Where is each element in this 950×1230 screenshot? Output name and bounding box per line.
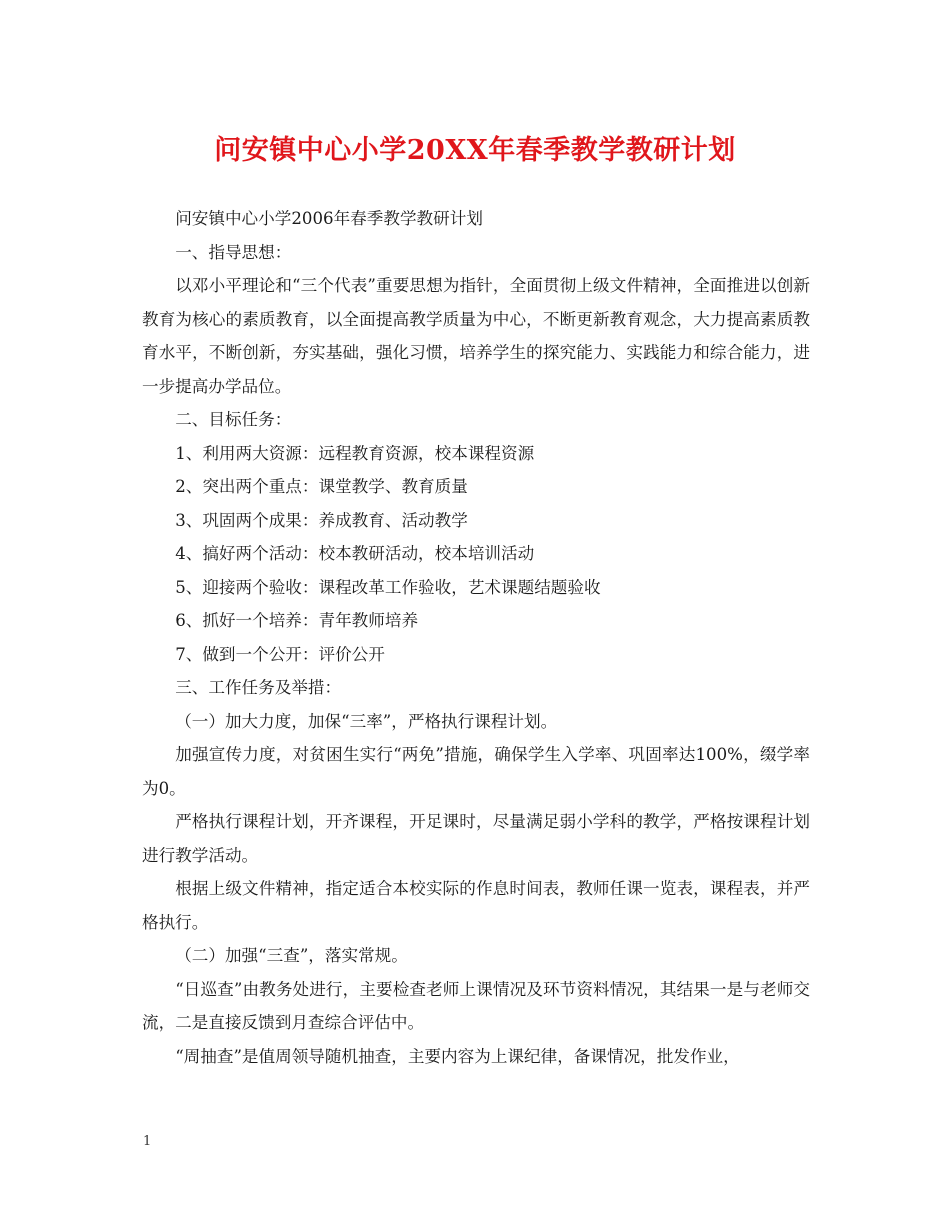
document-title: 问安镇中心小学20XX年春季教学教研计划: [214, 135, 736, 166]
list-item-goal-2: 2、突出两个重点：课堂教学、教育质量: [175, 477, 468, 496]
section-heading-goals: 二、目标任务：: [175, 410, 292, 429]
document-body: [142, 202, 810, 1073]
list-item-goal-1: 1、利用两大资源：远程教育资源，校本课程资源: [175, 443, 535, 463]
paragraph-guiding-ideology: 以邓小平理论和“三个代表”重要思想为指针，全面贯彻上级文件精神，全面推进以创新教育为核心的素质教育，以全面提高教学质量为中心，不断更新教育观念，大力提高素质教育水平，不断创新，夯实基础，强化习惯，培养学生的探究能力、实践能力和综合能力，进一步提高办学品位。: [142, 276, 810, 396]
section-heading-tasks: 三、工作任务及举措：: [175, 678, 342, 697]
list-item-goal-3: 3、巩固两个成果：养成教育、活动教学: [175, 510, 468, 530]
list-item-goal-4: 4、搞好两个活动：校本教研活动，校本培训活动: [175, 544, 535, 563]
list-item-goal-7: 7、做到一个公开：评价公开: [175, 644, 385, 664]
section-heading-guiding-ideology: 一、指导思想：: [175, 242, 292, 262]
page-number: 1: [143, 1134, 152, 1149]
paragraph-curriculum: 严格执行课程计划，开齐课程，开足课时，尽量满足弱小学科的教学，严格按课程计划进行教学活动。: [142, 812, 810, 865]
paragraph-daily-inspection: “日巡查”由教务处进行，主要检查老师上课情况及环节资料情况，其结果一是与老师交流，二是直接反馈到月查综合评估中。: [142, 979, 810, 1032]
list-item-goal-6: 6、抓好一个培养：青年教师培养: [175, 611, 419, 630]
list-item-goal-5: 5、迎接两个验收：课程改革工作验收，艺术课题结题验收: [175, 577, 601, 597]
paragraph-enrollment: 加强宣传力度，对贫困生实行“两免”措施，确保学生入学率、巩固率达100%，缀学率为0。: [142, 745, 810, 798]
paragraph-subtitle: 问安镇中心小学2006年春季教学教研计划: [175, 209, 483, 228]
subsection-heading-2: （二）加强“三查”，落实常规。: [175, 946, 408, 965]
paragraph-timetable: 根据上级文件精神，指定适合本校实际的作息时间表，教师任课一览表，课程表，并严格执行。: [142, 879, 810, 932]
paragraph-weekly-inspection: “周抽查”是值周领导随机抽查，主要内容为上课纪律，备课情况，批发作业，: [175, 1046, 740, 1066]
subsection-heading-1: （一）加大力度，加保“三率”，严格执行课程计划。: [175, 711, 558, 731]
